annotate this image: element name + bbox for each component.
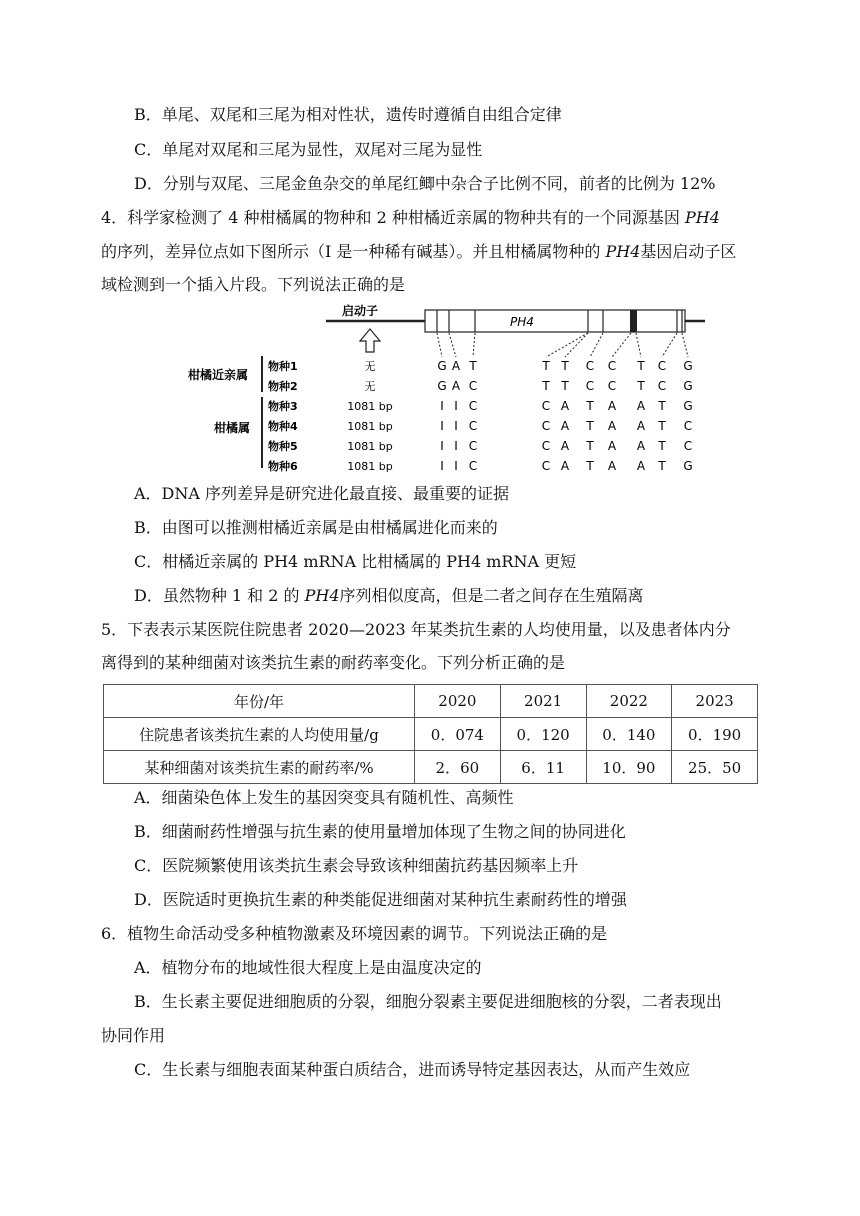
- insert-size: 1081 bp: [347, 440, 393, 453]
- base-letter: C: [541, 439, 551, 453]
- promoter-label: 启动子: [342, 304, 379, 318]
- base-letter: A: [560, 399, 570, 413]
- base-letter: I: [440, 419, 444, 433]
- q4-stem-line3: 域检测到一个插入片段。下列说法正确的是: [101, 275, 406, 294]
- base-letter: T: [637, 359, 645, 373]
- insert-size: 无: [364, 380, 376, 393]
- pointer-lines: [437, 333, 688, 357]
- base-letter: T: [658, 399, 666, 413]
- base-letter: A: [560, 459, 570, 473]
- species-rows: [268, 359, 693, 473]
- base-letter: A: [560, 419, 570, 433]
- base-letter: I: [454, 439, 458, 453]
- base-letter: C: [541, 459, 551, 473]
- q4-option-b: B．由图可以推测柑橘近亲属是由柑橘属进化而来的: [134, 518, 498, 537]
- base-letter: G: [683, 459, 693, 473]
- q6-stem: 6．植物生命活动受多种植物激素及环境因素的调节。下列说法正确的是: [101, 924, 608, 943]
- antibiotic-table: [103, 684, 758, 784]
- base-letter: C: [683, 419, 693, 433]
- base-letter: A: [451, 379, 461, 393]
- table-header-row: 年份/年 2020 2021 2022 2023: [104, 685, 758, 718]
- group1-label: 柑橘近亲属: [188, 368, 249, 382]
- q4-option-d: D．虽然物种 1 和 2 的 PH4序列相似度高，但是二者之间存在生殖隔离: [134, 586, 644, 605]
- q5-option-c: C．医院频繁使用该类抗生素会导致该种细菌抗药基因频率上升: [134, 856, 579, 875]
- base-letter: A: [607, 459, 617, 473]
- group2-label: 柑橘属: [214, 421, 251, 435]
- base-letter: A: [636, 419, 646, 433]
- base-letter: T: [469, 359, 477, 373]
- table-row: 住院患者该类抗生素的人均使用量/g 0．074 0．120 0．140 0．190: [104, 718, 758, 751]
- insert-size: 1081 bp: [347, 400, 393, 413]
- q5-stem-line1: 5．下表表示某医院住院患者 2020—2023 年某类抗生素的人均使用量，以及患者体内分: [101, 620, 731, 639]
- insert-size: 1081 bp: [347, 460, 393, 473]
- up-arrow-icon: [360, 329, 380, 352]
- base-letter: G: [683, 399, 693, 413]
- q6-option-c: C．生长素与细胞表面某种蛋白质结合，进而诱导特定基因表达，从而产生效应: [134, 1060, 691, 1079]
- base-letter: T: [586, 439, 594, 453]
- base-letter: T: [658, 419, 666, 433]
- q6-option-b-line1: B．生长素主要促进细胞质的分裂，细胞分裂素主要促进细胞核的分裂，二者表现出: [134, 992, 722, 1011]
- base-letter: A: [560, 439, 570, 453]
- base-letter: I: [440, 459, 444, 473]
- q3-option-d: D．分别与双尾、三尾金鱼杂交的单尾红鲫中杂合子比例不同，前者的比例为 12%: [134, 174, 716, 193]
- base-letter: T: [586, 399, 594, 413]
- base-letter: T: [586, 459, 594, 473]
- q4-option-a: A．DNA 序列差异是研究进化最直接、最重要的证据: [134, 484, 510, 503]
- base-letter: A: [451, 359, 461, 373]
- base-letter: I: [440, 439, 444, 453]
- base-letter: G: [683, 379, 693, 393]
- base-letter: A: [636, 399, 646, 413]
- base-letter: A: [636, 439, 646, 453]
- base-letter: T: [542, 379, 550, 393]
- q3-option-c: C．单尾对双尾和三尾为显性，双尾对三尾为显性: [134, 140, 483, 159]
- species-name: 物种1: [268, 360, 298, 373]
- base-letter: C: [607, 359, 617, 373]
- base-letter: C: [541, 399, 551, 413]
- base-letter: A: [607, 399, 617, 413]
- base-letter: T: [637, 379, 645, 393]
- gene-box: [425, 310, 685, 332]
- base-letter: I: [454, 419, 458, 433]
- base-letter: C: [683, 439, 693, 453]
- dark-marker: [630, 310, 637, 332]
- q5-stem-line2: 离得到的某种细菌对该类抗生素的耐药率变化。下列分析正确的是: [101, 653, 566, 672]
- base-letter: T: [561, 359, 569, 373]
- q5-option-d: D．医院适时更换抗生素的种类能促进细菌对某种抗生素耐药性的增强: [134, 890, 627, 909]
- base-letter: I: [440, 399, 444, 413]
- base-letter: C: [657, 359, 667, 373]
- q4-stem-line2: 的序列，差异位点如下图所示（I 是一种稀有碱基）。并且柑橘属物种的 PH4基因启动子区: [101, 242, 737, 261]
- q5-option-b: B．细菌耐药性增强与抗生素的使用量增加体现了生物之间的协同进化: [134, 822, 626, 841]
- q4-stem-line1: 4．科学家检测了 4 种柑橘属的物种和 2 种柑橘近亲属的物种共有的一个同源基因 PH4: [101, 208, 720, 227]
- base-letter: I: [454, 459, 458, 473]
- q3-option-b: B．单尾、双尾和三尾为相对性状，遗传时遵循自由组合定律: [134, 105, 562, 124]
- insert-size: 1081 bp: [347, 420, 393, 433]
- base-letter: C: [468, 379, 478, 393]
- base-letter: C: [468, 439, 478, 453]
- species-name: 物种2: [268, 380, 298, 393]
- base-letter: A: [607, 419, 617, 433]
- base-letter: T: [542, 359, 550, 373]
- base-letter: C: [468, 399, 478, 413]
- species-name: 物种5: [268, 440, 298, 453]
- base-letter: T: [658, 459, 666, 473]
- base-letter: C: [468, 459, 478, 473]
- gene-name: PH4: [684, 208, 720, 227]
- species-name: 物种6: [268, 460, 298, 473]
- base-letter: T: [658, 439, 666, 453]
- base-letter: C: [541, 419, 551, 433]
- q6-option-a: A．植物分布的地域性很大程度上是由温度决定的: [134, 958, 482, 977]
- table-row: 某种细菌对该类抗生素的耐药率/% 2．60 6．11 10．90 25．50: [104, 751, 758, 784]
- base-letter: T: [561, 379, 569, 393]
- insert-size: 无: [364, 360, 376, 373]
- gene-diagram: [180, 304, 710, 474]
- q5-option-a: A．细菌染色体上发生的基因突变具有随机性、高频性: [134, 788, 514, 807]
- base-letter: G: [437, 379, 447, 393]
- base-letter: C: [585, 359, 595, 373]
- species-name: 物种4: [268, 420, 298, 433]
- base-letter: A: [607, 439, 617, 453]
- q4-option-c: C．柑橘近亲属的 PH4 mRNA 比柑橘属的 PH4 mRNA 更短: [134, 552, 577, 571]
- base-letter: C: [657, 379, 667, 393]
- base-letter: G: [437, 359, 447, 373]
- gene-box-label: PH4: [510, 315, 534, 329]
- base-letter: G: [683, 359, 693, 373]
- species-name: 物种3: [268, 400, 298, 413]
- base-letter: I: [454, 399, 458, 413]
- base-letter: A: [636, 459, 646, 473]
- base-letter: T: [586, 419, 594, 433]
- base-letter: C: [468, 419, 478, 433]
- q6-option-b-line2: 协同作用: [101, 1026, 166, 1045]
- base-letter: C: [607, 379, 617, 393]
- base-letter: C: [585, 379, 595, 393]
